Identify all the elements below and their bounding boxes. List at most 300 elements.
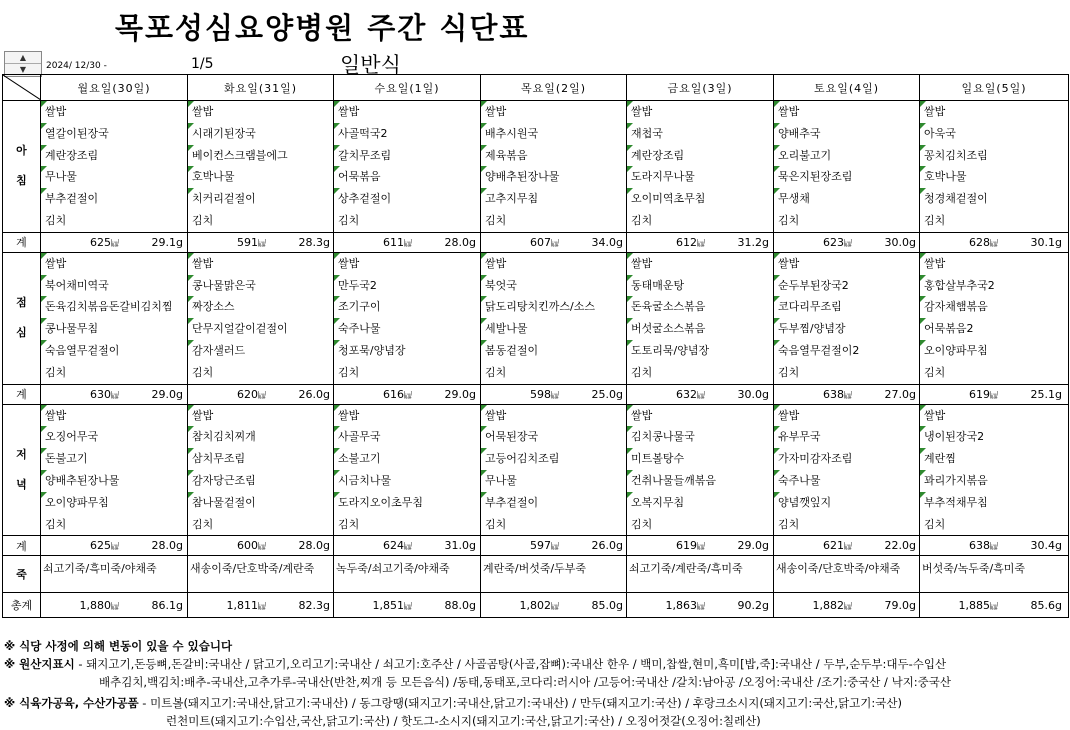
menu-item: 쌀밥 (334, 101, 480, 123)
protein-value: 29.0g (737, 539, 769, 553)
menu-item: 김치 (485, 517, 507, 531)
kcal-unit: ㎉ (844, 601, 852, 611)
menu-item: 사골무국 (334, 426, 480, 448)
protein-value: 31.0g (444, 539, 476, 553)
menu-cell (481, 252, 627, 384)
kcal-unit: ㎉ (697, 238, 705, 248)
menu-item: 고등어김치조림 (481, 448, 626, 470)
menu-item: 시래기된장국 (188, 123, 333, 145)
meal-label (3, 404, 41, 536)
kcal-value (774, 388, 852, 401)
kcal-unit: ㎉ (551, 542, 559, 552)
menu-item: 시금치나물 (334, 470, 480, 492)
kcal-value (774, 236, 852, 249)
menu-item: 도라지오이초무침 (334, 492, 480, 514)
kcal-value (774, 599, 852, 612)
protein-value: 85.0g (591, 598, 623, 612)
subtotal-label: 계 (3, 232, 41, 252)
kcal-unit: ㎉ (258, 390, 266, 400)
menu-cell (188, 101, 334, 233)
kcal-unit: ㎉ (258, 238, 266, 248)
menu-item: 김치 (778, 517, 800, 531)
kcal-number: 638 (969, 539, 990, 553)
kcal-unit: ㎉ (990, 542, 998, 552)
menu-item: 참나물겉절이 (188, 492, 333, 514)
menu-item: 배추시원국 (481, 123, 626, 145)
kcal-value (627, 236, 705, 249)
porridge-row (3, 556, 1069, 593)
meal-row (3, 252, 1069, 384)
menu-item: 김치 (485, 213, 507, 227)
meal-label-text (3, 136, 40, 196)
subtotal-cell (920, 384, 1069, 404)
meal-label-char: 녁 (16, 477, 27, 491)
menu-item: 두부찜/양념장 (774, 318, 919, 340)
kcal-number: 611 (383, 235, 404, 249)
kcal-value (41, 599, 119, 612)
menu-item: 부추적채무침 (920, 492, 1068, 514)
menu-cell (481, 404, 627, 536)
menu-item: 감자당근조림 (188, 470, 333, 492)
subtotal-cell (188, 536, 334, 556)
date-field[interactable]: 2024/ 12/30 - (46, 61, 107, 71)
menu-cell (774, 252, 920, 384)
kcal-number: 628 (969, 235, 990, 249)
menu-item: 어묵된장국 (481, 426, 626, 448)
day-header: 월요일(30일) (41, 75, 188, 101)
menu-item: 김치 (485, 365, 507, 379)
kcal-number: 597 (530, 539, 551, 553)
kcal-value (774, 539, 852, 552)
protein-value: 26.0g (298, 387, 330, 401)
kcal-value (481, 599, 559, 612)
grand-total-row (3, 593, 1069, 618)
menu-item: 꽁치김치조림 (920, 145, 1068, 167)
protein-value: 30.0g (884, 235, 916, 249)
menu-item: 김치 (45, 213, 67, 227)
menu-item: 쌀밥 (920, 253, 1068, 275)
menu-cell (627, 404, 774, 536)
subtotal-cell (41, 384, 188, 404)
menu-item: 제육볶음 (481, 145, 626, 167)
porridge-label: 죽 (3, 556, 41, 593)
porridge-cell: 쇠고기죽/계란죽/흑미죽 (627, 556, 774, 593)
subtotal-cell (627, 384, 774, 404)
subtotal-cell (41, 536, 188, 556)
notes-section (4, 637, 1068, 730)
menu-item: 콩나물맑은국 (188, 275, 333, 297)
menu-item: 무나물 (481, 470, 626, 492)
porridge-cell: 계란죽/버섯죽/두부죽 (481, 556, 627, 593)
protein-value: 28.0g (444, 235, 476, 249)
menu-item: 계란장조림 (627, 145, 773, 167)
kcal-value (481, 388, 559, 401)
subtotal-cell (334, 232, 481, 252)
subtotal-cell (920, 536, 1069, 556)
menu-item: 쌀밥 (627, 101, 773, 123)
menu-item: 숙음열무겉절이 (41, 340, 187, 362)
meal-label-char: 저 (16, 447, 27, 461)
grand-total-cell (41, 593, 188, 618)
porridge-cell: 새송이죽/단호박죽/야채죽 (774, 556, 920, 593)
menu-item: 돈육굴소스볶음 (627, 296, 773, 318)
menu-cell (334, 101, 481, 233)
protein-value: 90.2g (737, 598, 769, 612)
menu-item: 닭도리탕치킨까스/소스 (481, 296, 626, 318)
menu-item: 김치 (338, 213, 360, 227)
menu-item: 쌀밥 (627, 253, 773, 275)
menu-item: 김치 (192, 365, 214, 379)
protein-value: 25.1g (1030, 387, 1062, 401)
kcal-value (188, 539, 266, 552)
menu-item: 세발나물 (481, 318, 626, 340)
grand-total-cell (481, 593, 627, 618)
protein-value: 29.0g (151, 387, 183, 401)
menu-cell (188, 404, 334, 536)
subtotal-cell (627, 232, 774, 252)
protein-value: 29.0g (444, 387, 476, 401)
menu-item: 양배추된장나물 (41, 470, 187, 492)
origin-line-2: 배추김치,백김치:배추-국내산,고추가루-국내산(반찬,찌개 등 모든음식) /동태,동태포,코다리:러시아 /고등어:국내산 /갈치:남아공 /오징어:국내산 /조기:중국산 / 낙지:중국산 (99, 675, 952, 689)
menu-item: 김치 (778, 213, 800, 227)
protein-value: 30.4g (1030, 539, 1062, 553)
meal-row (3, 101, 1069, 233)
menu-item: 쌀밥 (774, 101, 919, 123)
day-header: 화요일(31일) (188, 75, 334, 101)
notice-text: ※ 식당 사정에 의해 변동이 있을 수 있습니다 (4, 639, 233, 653)
menu-item: 버섯굴소스볶음 (627, 318, 773, 340)
menu-item: 열갈이된장국 (41, 123, 187, 145)
kcal-number: 638 (823, 387, 844, 401)
menu-item: 쌀밥 (334, 405, 480, 427)
kcal-value (920, 388, 998, 401)
subtotal-cell (41, 232, 188, 252)
menu-item: 김치 (192, 213, 214, 227)
menu-item: 북어채미역국 (41, 275, 187, 297)
menu-item: 김치 (778, 365, 800, 379)
menu-item: 쌀밥 (41, 405, 187, 427)
menu-item: 묵은지된장조림 (774, 166, 919, 188)
menu-item: 쌀밥 (920, 101, 1068, 123)
menu-item: 쌀밥 (334, 253, 480, 275)
kcal-number: 630 (90, 387, 111, 401)
menu-item: 쌀밥 (41, 253, 187, 275)
meal-label-char: 아 (16, 144, 27, 158)
menu-item: 김치 (45, 365, 67, 379)
kcal-number: 612 (676, 235, 697, 249)
menu-item: 숙음열무겉절이2 (774, 340, 919, 362)
kcal-unit: ㎉ (258, 601, 266, 611)
menu-item: 도토리묵/양념장 (627, 340, 773, 362)
kcal-value (334, 599, 412, 612)
meal-row (3, 404, 1069, 536)
kcal-value (188, 388, 266, 401)
spinner-down-icon[interactable]: ▼ (19, 65, 27, 74)
menu-item: 감자샐러드 (188, 340, 333, 362)
menu-item: 순두부된장국2 (774, 275, 919, 297)
kcal-value (188, 236, 266, 249)
day-header: 일요일(5일) (920, 75, 1069, 101)
kcal-number: 1,880 (79, 598, 111, 612)
menu-item: 짜장소스 (188, 296, 333, 318)
kcal-number: 632 (676, 387, 697, 401)
kcal-number: 1,802 (519, 598, 551, 612)
meal-label-char: 심 (16, 326, 27, 340)
menu-item: 김치 (631, 517, 653, 531)
menu-item: 참치김치찌개 (188, 426, 333, 448)
protein-value: 79.0g (884, 598, 916, 612)
subtotal-label: 계 (3, 384, 41, 404)
protein-value: 26.0g (591, 539, 623, 553)
spinner-up-icon[interactable]: ▲ (5, 52, 41, 64)
porridge-cell: 새송이죽/단호박죽/계란죽 (188, 556, 334, 593)
origin-label: ※ 원산지표시 (4, 657, 75, 671)
menu-cell (41, 252, 188, 384)
kcal-value (188, 599, 266, 612)
grand-total-cell (774, 593, 920, 618)
grand-total-cell (188, 593, 334, 618)
diagonal-line (3, 75, 41, 100)
menu-item: 양배추된장나물 (481, 166, 626, 188)
menu-item: 쌀밥 (481, 405, 626, 427)
kcal-number: 1,851 (372, 598, 404, 612)
subtotal-cell (188, 384, 334, 404)
protein-value: 34.0g (591, 235, 623, 249)
menu-item: 갈치무조림 (334, 145, 480, 167)
menu-item: 아욱국 (920, 123, 1068, 145)
menu-cell (920, 404, 1069, 536)
menu-item: 쌀밥 (188, 101, 333, 123)
day-header: 수요일(1일) (334, 75, 481, 101)
kcal-unit: ㎉ (844, 542, 852, 552)
kcal-unit: ㎉ (844, 238, 852, 248)
menu-cell (41, 404, 188, 536)
protein-value: 30.1g (1030, 235, 1062, 249)
grand-total-cell (627, 593, 774, 618)
protein-value: 86.1g (151, 598, 183, 612)
kcal-unit: ㎉ (551, 601, 559, 611)
kcal-value (41, 236, 119, 249)
grand-total-cell (920, 593, 1069, 618)
menu-cell (627, 101, 774, 233)
menu-item: 동태매운탕 (627, 275, 773, 297)
subtotal-cell (774, 384, 920, 404)
subtotal-cell (627, 536, 774, 556)
kcal-unit: ㎉ (697, 601, 705, 611)
menu-item: 꽈리가지볶음 (920, 470, 1068, 492)
subtotal-cell (481, 384, 627, 404)
menu-item: 단무지얼갈이겉절이 (188, 318, 333, 340)
kcal-number: 598 (530, 387, 551, 401)
menu-item: 쌀밥 (481, 253, 626, 275)
kcal-unit: ㎉ (990, 390, 998, 400)
menu-cell (334, 252, 481, 384)
kcal-unit: ㎉ (990, 601, 998, 611)
subtotal-cell (188, 232, 334, 252)
menu-item: 김치 (924, 517, 946, 531)
menu-item: 쌀밥 (481, 101, 626, 123)
menu-item: 재첩국 (627, 123, 773, 145)
week-label: 1/5 (191, 56, 214, 72)
menu-item: 어묵볶음 (334, 166, 480, 188)
menu-item: 상추겉절이 (334, 188, 480, 210)
meal-type-label: 일반식 (340, 53, 401, 77)
menu-item: 고추지무침 (481, 188, 626, 210)
kcal-unit: ㎉ (111, 601, 119, 611)
menu-item: 쌀밥 (920, 405, 1068, 427)
menu-item: 북엇국 (481, 275, 626, 297)
processed-line-2: 런천미트(돼지고기:수입산,국산,닭고기:국산) / 핫도그-소시지(돼지고기:국산,닭고기:국산) / 오징어젓갈(오징어:칠레산) (166, 714, 761, 728)
kcal-number: 620 (237, 387, 258, 401)
menu-item: 김치 (192, 517, 214, 531)
kcal-value (627, 539, 705, 552)
menu-item: 쌀밥 (188, 253, 333, 275)
menu-item: 건취나물들깨볶음 (627, 470, 773, 492)
subtotal-cell (920, 232, 1069, 252)
day-header: 금요일(3일) (627, 75, 774, 101)
menu-item: 사골떡국2 (334, 123, 480, 145)
grand-total-label: 총계 (3, 593, 41, 618)
protein-value: 25.0g (591, 387, 623, 401)
kcal-number: 619 (676, 539, 697, 553)
menu-item: 미트볼탕수 (627, 448, 773, 470)
subtotal-cell (334, 384, 481, 404)
menu-item: 양배추국 (774, 123, 919, 145)
menu-cell (481, 101, 627, 233)
kcal-value (481, 236, 559, 249)
kcal-number: 621 (823, 539, 844, 553)
kcal-unit: ㎉ (111, 238, 119, 248)
menu-item: 호박나물 (920, 166, 1068, 188)
kcal-unit: ㎉ (404, 390, 412, 400)
kcal-unit: ㎉ (697, 542, 705, 552)
kcal-unit: ㎉ (404, 542, 412, 552)
processed-label: ※ 식육가공육, 수산가공품 (4, 696, 139, 710)
menu-table (2, 74, 1069, 618)
corner-cell (3, 75, 41, 101)
kcal-value (334, 539, 412, 552)
protein-value: 28.0g (298, 539, 330, 553)
kcal-unit: ㎉ (697, 390, 705, 400)
menu-item: 가자미감자조림 (774, 448, 919, 470)
subtotal-cell (774, 536, 920, 556)
menu-item: 오이양파무침 (41, 492, 187, 514)
menu-item: 청경채겉절이 (920, 188, 1068, 210)
menu-cell (920, 252, 1069, 384)
subtotal-row (3, 232, 1069, 252)
subtotal-row (3, 384, 1069, 404)
menu-item: 김치 (338, 517, 360, 531)
kcal-number: 1,885 (958, 598, 990, 612)
kcal-number: 616 (383, 387, 404, 401)
meal-label-text (3, 288, 40, 348)
menu-item: 조기구이 (334, 296, 480, 318)
porridge-cell: 쇠고기죽/흑미죽/야채죽 (41, 556, 188, 593)
kcal-value (627, 599, 705, 612)
menu-item: 오징어무국 (41, 426, 187, 448)
kcal-number: 600 (237, 539, 258, 553)
kcal-value (41, 539, 119, 552)
menu-item: 무생채 (774, 188, 919, 210)
kcal-number: 1,863 (665, 598, 697, 612)
menu-item: 치커리겉절이 (188, 188, 333, 210)
menu-item: 오리불고기 (774, 145, 919, 167)
menu-item: 김치 (631, 365, 653, 379)
menu-item: 만두국2 (334, 275, 480, 297)
kcal-value (920, 236, 998, 249)
grand-total-cell (334, 593, 481, 618)
kcal-unit: ㎉ (551, 238, 559, 248)
menu-item: 도라지무나물 (627, 166, 773, 188)
kcal-number: 625 (90, 235, 111, 249)
protein-value: 28.0g (151, 539, 183, 553)
menu-item: 베이컨스크램블에그 (188, 145, 333, 167)
kcal-value (481, 539, 559, 552)
protein-value: 28.3g (298, 235, 330, 249)
menu-cell (920, 101, 1069, 233)
subtotal-cell (481, 232, 627, 252)
menu-cell (188, 252, 334, 384)
menu-item: 감자채햄볶음 (920, 296, 1068, 318)
menu-item: 김치 (338, 365, 360, 379)
porridge-cell: 녹두죽/쇠고기죽/야채죽 (334, 556, 481, 593)
protein-value: 27.0g (884, 387, 916, 401)
menu-item: 청포묵/양념장 (334, 340, 480, 362)
menu-item: 어묵볶음2 (920, 318, 1068, 340)
subtotal-cell (481, 536, 627, 556)
menu-item: 쌀밥 (188, 405, 333, 427)
menu-item: 소불고기 (334, 448, 480, 470)
meal-label (3, 252, 41, 384)
kcal-unit: ㎉ (404, 238, 412, 248)
subtotal-label: 계 (3, 536, 41, 556)
kcal-unit: ㎉ (990, 238, 998, 248)
page-title: 목포성심요양병원 주간 식단표 (115, 11, 530, 45)
kcal-number: 1,882 (812, 598, 844, 612)
origin-line-1: ※ 원산지표시 - 돼지고기,돈등뼈,돈갈비:국내산 / 닭고기,오리고기:국내산 / 쇠고기:호주산 / 사골곰탕(사골,잡뼈):국내산 한우 / 백미,찹쌀,현미,흑미[밥,죽]:국내산 / 두부,순두부:대두-수입산 (4, 657, 947, 671)
menu-item: 쌀밥 (774, 405, 919, 427)
protein-value: 88.0g (444, 598, 476, 612)
processed-line-1: ※ 식육가공육, 수산가공품 - 미트볼(돼지고기:국내산,닭고기:국내산) / 동그랑땡(돼지고기:국내산,닭고기:국내산) / 만두(돼지고기:국산) / 후랑크소시지(돼지고기:국산,닭고기:국산) (4, 696, 902, 710)
menu-item: 봄동겉절이 (481, 340, 626, 362)
kcal-number: 624 (383, 539, 404, 553)
menu-item: 코다리무조림 (774, 296, 919, 318)
menu-item: 김치 (924, 365, 946, 379)
kcal-number: 1,811 (226, 598, 258, 612)
menu-item: 돈육김치볶음돈갈비김치찜 (41, 296, 187, 318)
menu-cell (627, 252, 774, 384)
kcal-number: 607 (530, 235, 551, 249)
menu-item: 계란장조림 (41, 145, 187, 167)
day-header-row (3, 75, 1069, 101)
kcal-value (627, 388, 705, 401)
kcal-unit: ㎉ (844, 390, 852, 400)
kcal-value (920, 599, 998, 612)
subtotal-cell (334, 536, 481, 556)
menu-item: 쌀밥 (41, 101, 187, 123)
menu-item: 돈불고기 (41, 448, 187, 470)
kcal-number: 619 (969, 387, 990, 401)
kcal-unit: ㎉ (551, 390, 559, 400)
menu-item: 계란찜 (920, 448, 1068, 470)
menu-item: 쌀밥 (774, 253, 919, 275)
menu-cell (41, 101, 188, 233)
subtotal-row (3, 536, 1069, 556)
menu-item: 김치 (631, 213, 653, 227)
kcal-number: 625 (90, 539, 111, 553)
menu-item: 숙주나물 (334, 318, 480, 340)
menu-item: 콩나물무침 (41, 318, 187, 340)
